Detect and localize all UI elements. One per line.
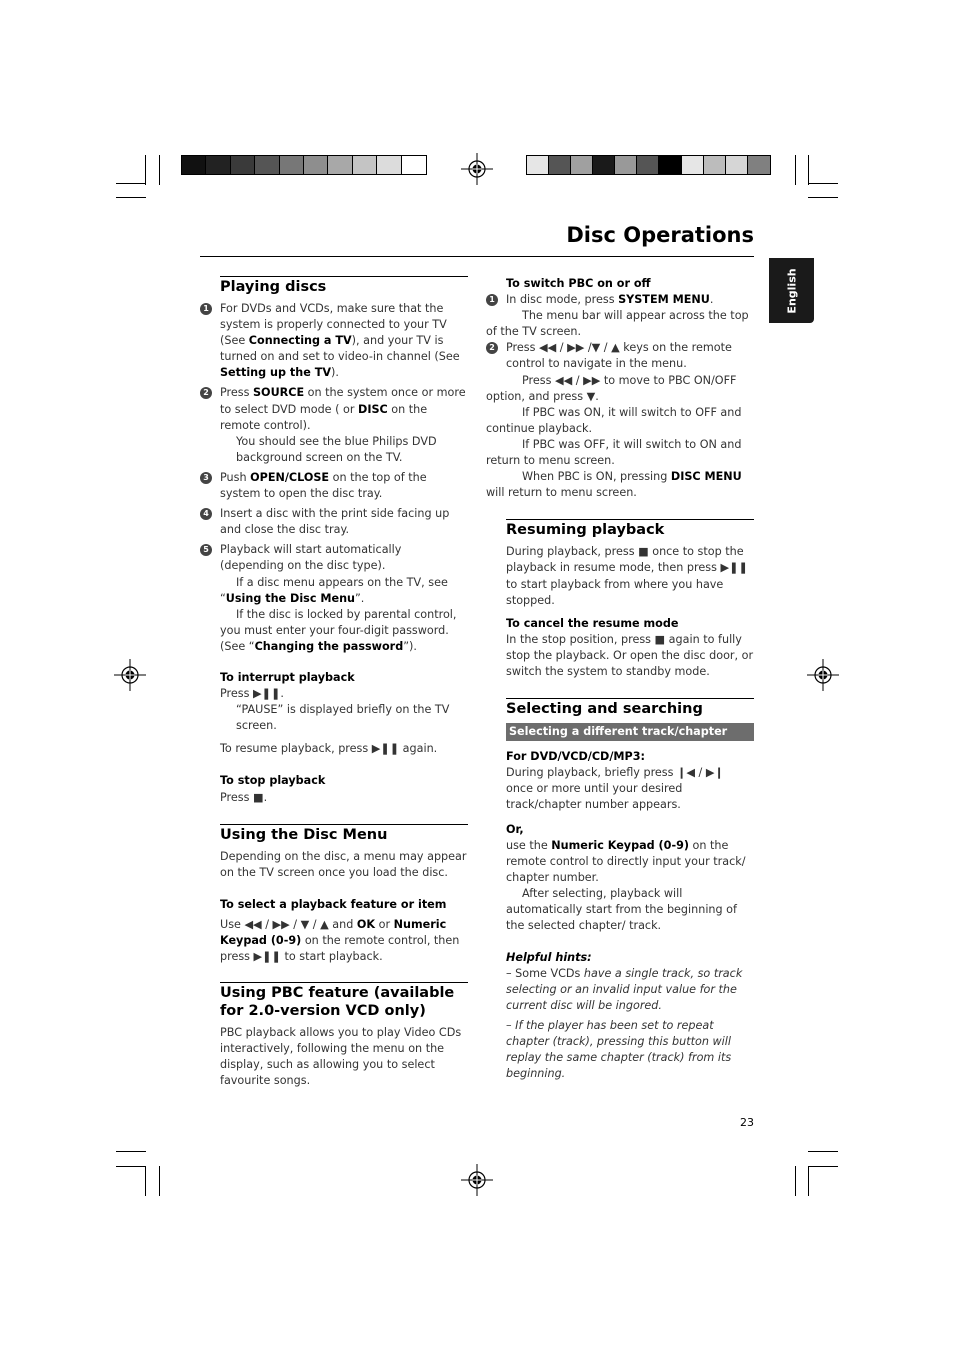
text: For DVDs and VCDs, make sure that the system is properly connected to your TV (See [220,302,447,348]
color-swatch [549,156,571,174]
crop-mark [116,183,146,184]
color-swatch [280,156,304,174]
text: use the [506,838,552,852]
language-tab-label: English [785,267,798,314]
page-number: 23 [740,1116,754,1129]
text: VCDs [550,967,581,981]
or-numeric [506,822,754,935]
subheading: To interrupt playback [220,670,355,684]
step-1 [200,301,468,381]
section-heading: Selecting and searching [506,701,703,718]
step-4 [200,506,468,538]
text: Insert a disc with the print side facing up and close the disc tray. [220,507,450,537]
crop-mark [145,155,146,185]
text: on the top of the system to open the disc tray. [220,470,427,501]
text-italic: – If the player has been set to repeat chapter (track), pressing this button will replay the same chapter (track) from its beginning. [506,1018,732,1080]
select-feature [220,897,468,965]
subheading: Or, [506,822,524,836]
text-bold: Changing the password [254,639,404,653]
text-bold: Numeric Keypad (0-9) [551,838,689,852]
color-swatch [726,156,748,174]
crop-mark [145,1166,146,1196]
section-heading: Using PBC feature (available for 2.0-version VCD only) [220,985,455,1020]
color-swatch [704,156,726,174]
note [486,469,754,501]
section-disc-menu [220,824,468,844]
note: “PAUSE” is displayed briefly on the TV screen. [236,703,450,733]
note [486,405,754,437]
section-playing-discs [220,276,468,296]
section-heading: Using the Disc Menu [220,826,388,843]
text: The menu bar will appear across the top of the TV screen. [486,309,749,339]
subheading: For DVD/VCD/CD/MP3: [506,750,646,764]
crop-mark [116,1151,146,1152]
color-swatch [353,156,377,174]
color-swatch [377,156,401,174]
text: on the remote control to directly input your track/ chapter number. [506,838,746,884]
color-swatch [206,156,230,174]
text: on the remote control). [220,402,428,432]
text: During playback, press ■ once to stop the playback in resume mode, then press ▶❚❚ to start playback from where you have stopped. [506,545,748,607]
note [506,886,754,934]
color-swatch [659,156,681,174]
registration-mark-icon [461,1164,493,1196]
stop-playback [220,773,468,805]
text: ). [331,366,339,380]
text: Press ▶❚❚. [220,687,284,701]
text: When PBC is ON, pressing [522,470,671,484]
note [486,373,754,405]
language-tab [769,258,814,323]
crop-mark [808,1166,838,1167]
registration-mark-icon [807,659,839,691]
step-number-icon: 2 [200,387,212,399]
text: During playback, briefly press ❙◀ / ▶❙ once or more until your desired track/chapter number appears. [506,766,724,812]
section-selecting [506,698,754,718]
crop-mark [795,1166,796,1196]
text-bold: DISC [358,402,388,416]
text [220,917,468,965]
color-calibration-bar-left [181,155,427,175]
note [220,607,468,655]
text-bold: Connecting a TV [248,334,352,348]
text-bold: Setting up the TV [220,366,331,380]
crop-mark [159,1166,160,1196]
text: on the remote control, then press ▶❚❚ to start playback. [220,934,460,964]
section-resuming [506,519,754,539]
step-number-icon: 1 [486,294,498,306]
color-swatch [682,156,704,174]
text: To resume playback, press ▶❚❚ again. [220,742,438,756]
text-bold: OPEN/CLOSE [250,470,330,484]
color-swatch [328,156,352,174]
text-bold: Using the Disc Menu [225,591,355,605]
text: Playback will start automatically (depending on the disc type). [220,543,402,573]
interrupt-playback [220,670,468,757]
text: or [375,917,394,931]
step-number-icon: 5 [200,544,212,556]
text: ), and your TV is turned on and set to video-in channel (See [220,334,460,364]
subheading: Helpful hints: [506,951,592,965]
color-swatch [402,156,426,174]
text-bold: SYSTEM MENU [618,293,710,307]
color-swatch [182,156,206,174]
color-swatch [255,156,279,174]
text: on the system once or more to select DVD mode ( or [220,386,466,416]
color-swatch [593,156,615,174]
text: Push [220,470,251,484]
page-title: Disc Operations [566,223,754,247]
crop-mark [808,1166,809,1196]
text: Press ◀◀ / ▶▶ to move to PBC ON/OFF option, and press ▼. [486,373,737,403]
step-number-icon: 3 [200,472,212,484]
crop-mark [159,155,160,185]
switch-pbc [506,276,754,292]
text-bold: SOURCE [253,386,305,400]
color-calibration-bar-right [526,155,771,175]
cancel-resume [506,616,754,680]
for-dvd [506,749,754,813]
pbc-step-1 [486,292,754,340]
text-bold: OK [356,917,376,931]
hint [506,966,754,1014]
crop-mark [808,155,809,185]
left-column [200,276,468,1090]
section-heading: Resuming playback [506,522,665,539]
crop-mark [116,1166,146,1167]
registration-mark-icon [461,153,493,185]
text-italic: have a single track, so track selecting or an invalid input value for the current disc will be ingored. [506,967,743,1013]
text: ”. [355,591,365,605]
text: If PBC was OFF, it will switch to ON and return to menu screen. [486,437,742,468]
subheading: To cancel the resume mode [506,616,679,630]
text: In the stop position, press ■ again to fully stop the playback. Or open the disc door, or switch the system to standby mode. [506,632,754,678]
text: ”). [403,639,417,653]
text-bold: DISC MENU [670,470,742,484]
text-bold: Numeric Keypad (0-9) [220,917,447,947]
text: Press [220,386,253,400]
step-2 [200,385,468,465]
color-swatch [748,156,770,174]
text: If a disc menu appears on the TV, see “ [220,575,448,605]
color-swatch [615,156,637,174]
crop-mark [116,197,146,198]
text [506,838,754,886]
crop-mark [808,183,838,184]
text: will return to menu screen. [486,486,637,500]
subsection-bar: Selecting a different track/chapter [506,723,754,741]
note: You should see the blue Philips DVD background screen on the TV. [236,434,437,464]
text: – Some [506,967,551,981]
text: In disc mode, press [506,293,619,307]
text: Depending on the disc, a menu may appear on the TV screen once you load the disc. [220,849,467,879]
subheading: To stop playback [220,774,326,788]
section-pbc [220,982,468,1020]
crop-mark [808,1151,838,1152]
note [486,308,754,340]
text: Use ◀◀ / ▶▶ / ▼ / ▲ and [220,917,357,931]
helpful-hints [506,950,754,1082]
text: If PBC was ON, it will switch to OFF and continue playback. [486,405,742,435]
right-column [486,276,754,1082]
registration-mark-icon [114,659,146,691]
color-swatch [304,156,328,174]
subheading: To switch PBC on or off [506,277,651,290]
color-swatch [571,156,593,174]
step-3 [200,470,468,502]
text: If the disc is locked by parental control, you must enter your four-digit password. (See “ [220,607,457,653]
step-number-icon: 2 [486,342,498,354]
color-swatch [527,156,549,174]
title-rule [200,256,754,257]
pbc-step-2 [486,340,754,501]
text: Press ■. [220,790,268,804]
text: After selecting, playback will automatically start from the beginning of the selected chapter/ track. [506,886,737,933]
note [486,437,754,469]
hint [506,1018,754,1082]
step-5 [200,542,468,655]
step-number-icon: 1 [200,303,212,315]
text: . [709,293,714,307]
color-swatch [637,156,659,174]
section-heading: Playing discs [220,279,327,295]
text: PBC playback allows you to play Video CDs interactively, following the menu on the display, such as allowing you to select favourite songs. [220,1026,462,1088]
subheading: To select a playback feature or item [220,897,447,911]
note [220,575,468,607]
crop-mark [808,197,838,198]
color-swatch [231,156,255,174]
crop-mark [795,155,796,185]
text: Press ◀◀ / ▶▶ /▼ / ▲ keys on the remote control to navigate in the menu. [506,341,732,371]
step-number-icon: 4 [200,508,212,520]
